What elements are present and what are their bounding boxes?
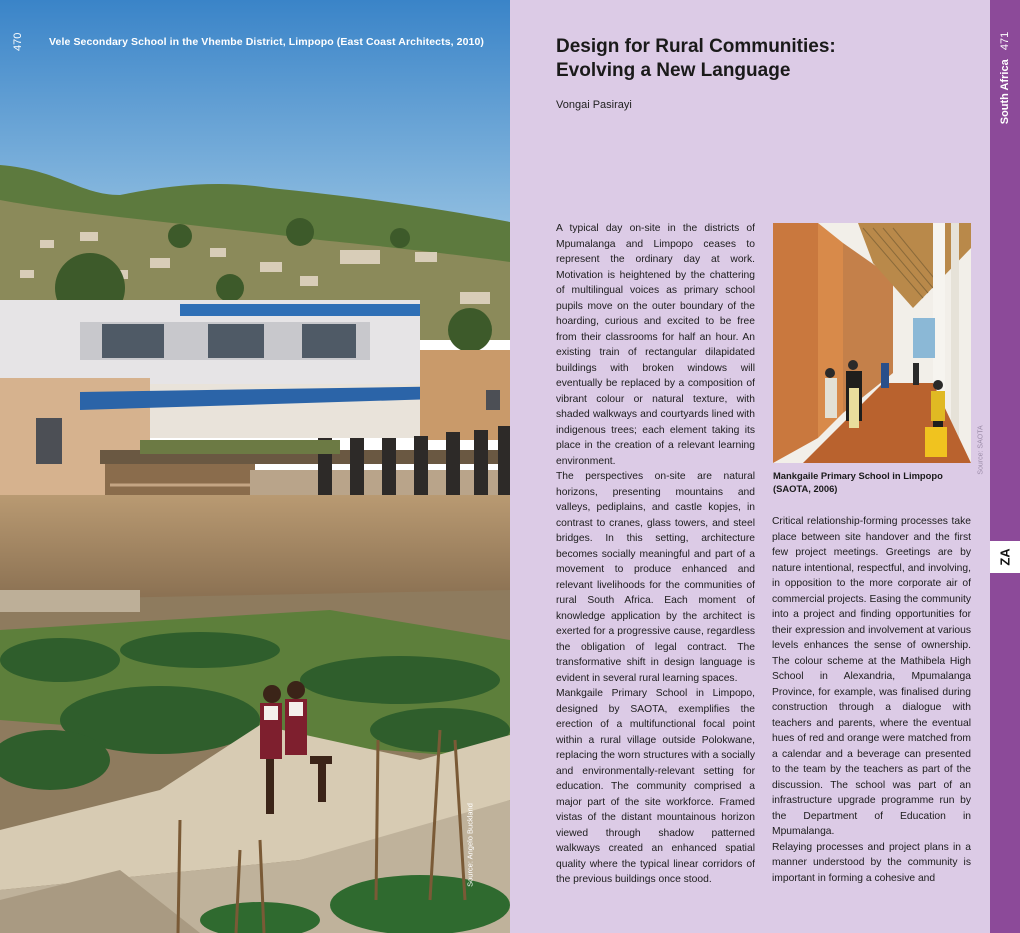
- country-code: ZA: [997, 548, 1013, 566]
- title-line-2: Evolving a New Language: [556, 60, 791, 81]
- inset-photo: [773, 223, 971, 463]
- inset-caption: Mankgaile Primary School in Limpopo (SAOTA, 2006): [773, 470, 943, 494]
- paragraph: The perspectives on-site are natural horizons, presenting mountains and valleys, pediplains, and castle kopjes, in contrast to cranes, glass towers, and steel bridges. In this setting, architecture becomes socially meaningful and part of a movement to produce enhanced and relevant livelihoods for the communities of rural South Africa. Each moment of knowledge application by the architect is exerted for a progressive cause, regardless the obligation of legal contract. The transformative shift in design language is evident in several rural learning spaces.: [556, 471, 755, 684]
- paragraph: Mankgaile Primary School in Limpopo, designed by SAOTA, exemplifies the erection of a multifunctional focal point within a rural village outside Polokwane, replacing the worn structures with a socially and environmentally-relevant setting for education. The community comprised a major part of the site workforce. Framed vistas of the distant mountainous horizon viewed through shadow patterned walkways created an enhanced spatial quality where the typical linear corridors of the previous buildings once stood.: [556, 688, 755, 885]
- article-title: [556, 35, 836, 83]
- right-page: [510, 0, 990, 933]
- title-line-1: Design for Rural Communities:: [556, 36, 836, 57]
- country-tab: [990, 0, 1020, 933]
- text-column-right: [772, 514, 971, 886]
- paragraph: Relaying processes and project plans in a manner understood by the community is important in forming a cohesive and: [772, 841, 971, 884]
- page-number-right: 471: [999, 31, 1011, 51]
- text-column-left: [556, 221, 755, 888]
- tab-header: [990, 28, 1020, 128]
- photo-caption: Vele Secondary School in the Vhembe District, Limpopo (East Coast Architects, 2010): [49, 36, 485, 48]
- author-name: Vongai Pasirayi: [556, 99, 632, 111]
- country-code-box: [990, 541, 1020, 573]
- tab-country: South Africa: [999, 59, 1011, 125]
- paragraph: A typical day on-site in the districts of Mpumalanga and Limpopo ceases to represent the ordinary day at work. Motivation is heightened by the chattering of multilingual voices as primary school pupils move on the outer boundary of the hoarding, curious and excited to be free from their classrooms for half an hour. An existing train of rectangular dilapidated buildings with broken windows will eventually be replaced by a composition of vibrant colour or natural texture, with shaded walkways and courtyards lined with indigenous trees; each element taking its place in the creation of a relevant learning environment.: [556, 223, 755, 467]
- page-number-left: 470: [12, 32, 24, 51]
- photo-source-credit: Source: Angelo Buckland: [465, 803, 475, 887]
- paragraph: Critical relationship-forming processes take place between site handover and the first few project meetings. Greetings are by nature intentional, respectful, and involving, in opposition to the more corporate air of commercial projects. Easing the community into a project and finding opportunities for their expression and involvement at various levels enhances the sense of ownership. The colour scheme at the Mathibela High School in Alexandria, Mpumalanga Province, for example, was finalised during construction through a dialogue with teachers and parents, where the eventual hues of red and orange were matched from a calendar and a beverage can presented to the team by the teachers as part of the discussion. The school was part of an infrastructure upgrade programme run by the Department of Education in Mpumalanga.: [772, 516, 971, 837]
- corridor-photo: [773, 223, 971, 463]
- inset-source-credit: Source: SAOTA: [977, 425, 985, 475]
